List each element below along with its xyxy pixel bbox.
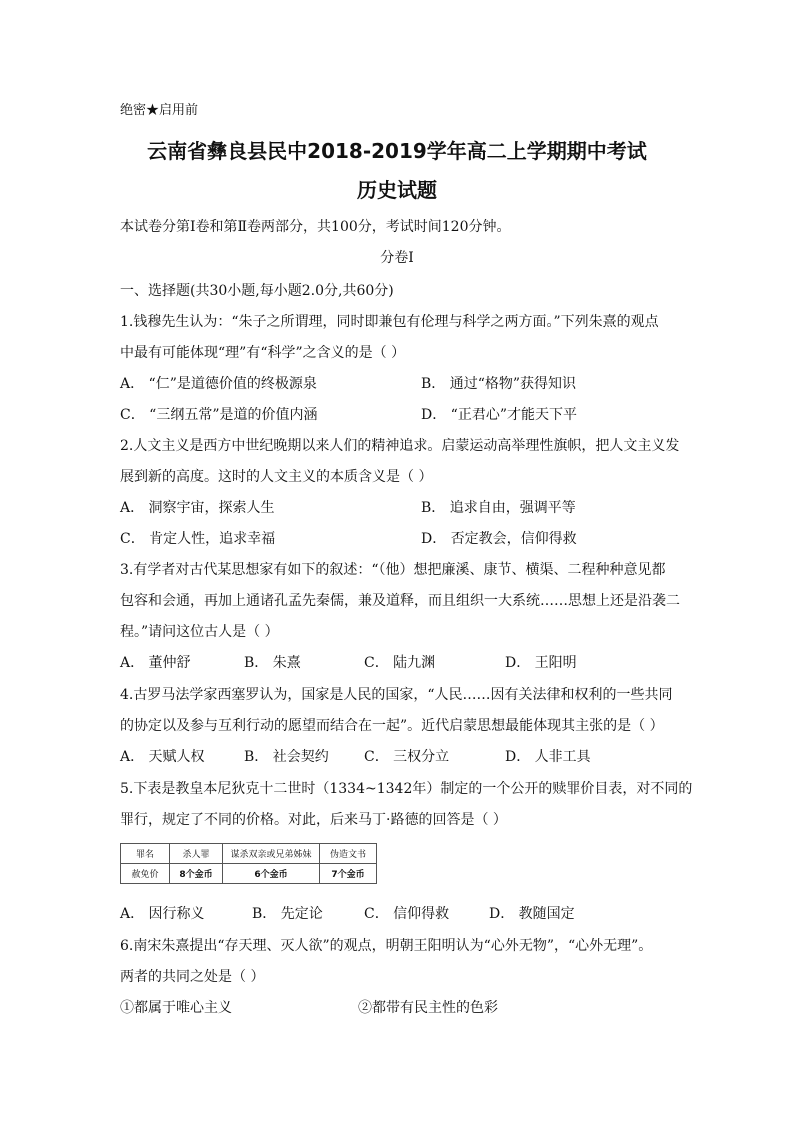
question-5-line-1: 5.下表是教皇本尼狄克十二世时（1334~1342年）制定的一个公开的赎罪价目表，对不同的 bbox=[120, 781, 693, 797]
question-1-option-a: A． “仁”是道德价值的终极源泉 bbox=[120, 376, 317, 392]
question-6-line-1: 6.南宋朱熹提出“存天理、灭人欲”的观点，明朝王阳明认为“心外无物”，“心外无理”。 bbox=[120, 938, 653, 954]
question-1-line-1: 1.钱穆先生认为：“朱子之所谓理，同时即兼包有伦理与科学之两方面。”下列朱熹的观点 bbox=[120, 314, 659, 330]
question-2-option-c: C． 肯定人性，追求幸福 bbox=[120, 531, 276, 547]
question-5-line-2: 罪行，规定了不同的价格。对此，后来马丁·路德的回答是（ ） bbox=[120, 812, 507, 828]
table-header-cell: 罪名 bbox=[121, 844, 170, 864]
question-5-option-c: C． 信仰得救 bbox=[364, 906, 450, 922]
question-4-option-d: D． 人非工具 bbox=[505, 749, 591, 765]
question-6-line-2: 两者的共同之处是（ ） bbox=[120, 969, 265, 985]
question-3-line-3: 程。”请问这位古人是（ ） bbox=[120, 624, 279, 640]
question-4-option-a: A． 天赋人权 bbox=[120, 749, 205, 765]
table-row bbox=[121, 864, 377, 884]
table-cell: 6个金币 bbox=[223, 864, 320, 884]
question-4-line-1: 4.古罗马法学家西塞罗认为，国家是人民的国家，“人民……因有关法律和权利的一些共同 bbox=[120, 687, 673, 703]
table-header-cell: 杀人罪 bbox=[170, 844, 223, 864]
volume-label: 分卷I bbox=[380, 250, 414, 266]
question-6-choice-1: ①都属于唯心主义 bbox=[120, 1000, 232, 1016]
section-heading: 一、选择题(共30小题,每小题2.0分,共60分) bbox=[120, 283, 394, 299]
table-header-cell: 谋杀双亲或兄弟姊妹 bbox=[223, 844, 320, 864]
question-2-option-a: A． 洞察宇宙，探索人生 bbox=[120, 500, 275, 516]
question-4-option-c: C． 三权分立 bbox=[364, 749, 450, 765]
question-2-option-b: B． 追求自由，强调平等 bbox=[421, 500, 576, 516]
question-1-option-c: C． “三纲五常”是道的价值内涵 bbox=[120, 407, 318, 423]
question-3-line-1: 3.有学者对古代某思想家有如下的叙述：“（他）想把廉溪、康节、横渠、二程种种意见都 bbox=[120, 562, 666, 578]
table-cell: 8个金币 bbox=[170, 864, 223, 884]
question-3-line-2: 包容和会通，再加上通诸孔孟先秦儒，兼及道释，而且组织一大系统……思想上还是沿袭二 bbox=[120, 593, 680, 609]
question-2-line-2: 展到新的高度。这时的人文主义的本质含义是（ ） bbox=[120, 469, 433, 485]
question-1-line-2: 中最有可能体现“理”有“科学”之含义的是（ ） bbox=[120, 345, 406, 361]
question-3-option-a: A． 董仲舒 bbox=[120, 655, 191, 671]
question-3-option-c: C． 陆九渊 bbox=[364, 655, 436, 671]
question-4-option-b: B． 社会契约 bbox=[244, 749, 329, 765]
question-4-line-2: 的协定以及参与互利行动的愿望而结合在一起”。近代启蒙思想最能体现其主张的是（ ） bbox=[120, 718, 664, 734]
question-2-option-d: D． 否定教会，信仰得救 bbox=[421, 531, 577, 547]
table-cell: 7个金币 bbox=[320, 864, 377, 884]
question-2-line-1: 2.人文主义是西方中世纪晚期以来人们的精神追求。启蒙运动高举理性旗帜，把人文主义发 bbox=[120, 438, 680, 454]
table-header-row bbox=[121, 844, 377, 864]
question-5-option-a: A． 因行称义 bbox=[120, 906, 205, 922]
confidential-label: 绝密★启用前 bbox=[120, 103, 199, 118]
question-5-option-d: D． 教随国定 bbox=[489, 906, 575, 922]
question-6-choice-2: ②都带有民主性的色彩 bbox=[358, 1000, 498, 1016]
exam-subtitle: 历史试题 bbox=[357, 178, 437, 202]
exam-title: 云南省彝良县民中2018-2019学年高二上学期期中考试 bbox=[147, 139, 647, 163]
table-cell: 赦免价 bbox=[121, 864, 170, 884]
question-3-option-d: D． 王阳明 bbox=[505, 655, 577, 671]
table-header-cell: 伪造文书 bbox=[320, 844, 377, 864]
question-1-option-d: D． “正君心”才能天下平 bbox=[421, 407, 577, 423]
indulgence-price-table bbox=[120, 843, 377, 884]
question-3-option-b: B． 朱熹 bbox=[244, 655, 301, 671]
exam-intro: 本试卷分第Ⅰ卷和第Ⅱ卷两部分，共100分，考试时间120分钟。 bbox=[120, 219, 511, 235]
question-5-option-b: B． 先定论 bbox=[252, 906, 323, 922]
question-1-option-b: B． 通过“格物”获得知识 bbox=[421, 376, 577, 392]
